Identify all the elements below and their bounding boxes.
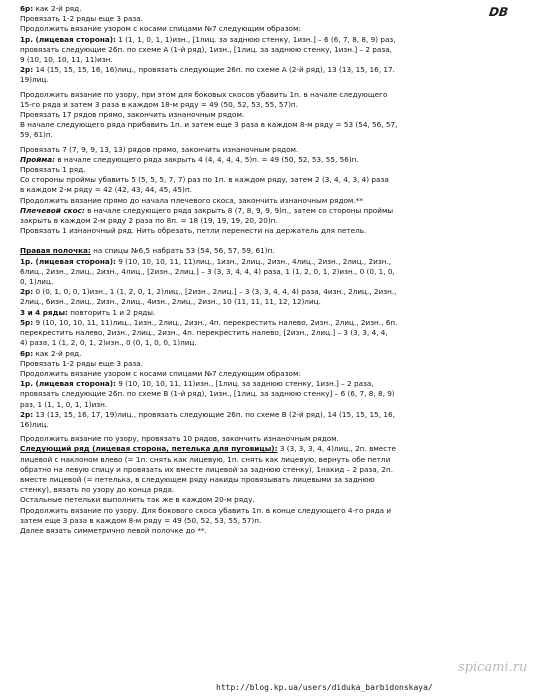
text-line — [20, 35, 520, 45]
text-emphasis: Правая полочка: — [20, 246, 91, 256]
text-line — [20, 196, 520, 206]
text-run: Продолжить вязание узором с косами спицами №7 следующим образом: — [20, 368, 301, 378]
text-emphasis: 5р: — [20, 317, 34, 327]
text-emphasis: 3 и 4 ряды: — [20, 307, 68, 317]
text-run: Остальные петельки выполнить так же в каждом 20-м ряду. — [20, 495, 255, 505]
text-run: Продолжить вязание по узору, при этом для боковых скосов убавить 1п. в начале следующего — [20, 89, 388, 99]
text-line — [20, 226, 520, 236]
text-line — [20, 14, 520, 24]
text-run: 14 (15, 15, 15, 16, 16)лиц., провязать следующие 26п. по схеме А (2-й ряд), 13 (13, 15, 16, 17. — [33, 65, 395, 75]
text-line — [20, 318, 520, 328]
text-line — [20, 287, 520, 297]
text-run: 0, 1)лиц. — [20, 277, 54, 287]
text-line — [20, 130, 520, 140]
text-line — [20, 267, 520, 277]
text-line — [20, 379, 520, 389]
text-run: лицевой с наклоном влево (= 1п. снять как лицевую, 1п. снять как лицевую, вернуть обе петли — [20, 454, 391, 464]
text-emphasis: 1р. (лицевая сторона): — [20, 34, 116, 44]
text-run: 6лиц., 2изн., 2лиц., 2изн., 4лиц., [2изн., 2лиц.] – 3 (3, 3, 4, 4, 4) раза, 1 (1, 2, 0, 1, 2)изн., 0 (0, 1, 0, — [20, 266, 395, 276]
text-run: В начале следующего ряда прибавить 1п. и затем еще 3 раза в каждом 8-м ряду = 53 (54, 56, 57, — [20, 120, 398, 130]
text-line — [20, 45, 520, 55]
text-line — [20, 216, 520, 226]
text-run: Продолжить вязание узором с косами спицами №7 следующим образом: — [20, 24, 301, 34]
text-emphasis: Пройма: — [20, 154, 56, 164]
text-line — [20, 145, 520, 155]
text-line — [20, 506, 520, 516]
text-run: Провязать 1 ряд. — [20, 165, 86, 175]
text-run: в начале следующего ряда закрыть 8 (7, 8, 9, 9, 9)п., затем со стороны проймы — [84, 205, 394, 215]
text-run: 15-го ряда и затем 3 раза в каждом 18-м ряду = 49 (50, 52, 53, 55, 57)п. — [20, 99, 298, 109]
text-emphasis: Плечевой скос: — [20, 205, 85, 215]
text-line — [20, 110, 520, 120]
text-line — [20, 338, 520, 348]
text-run: 9 (10, 10, 10, 11, 11)изн. — [20, 55, 113, 65]
text-line — [20, 516, 520, 526]
text-run: 59, 61)п. — [20, 130, 53, 140]
text-run: провязать следующие 26п. по схеме В (1-й ряд), 1изн., [1лиц. за заднюю стенку] – 6 (6, 7, 8, 8, 9) — [20, 389, 395, 399]
text-emphasis: 6р: — [20, 348, 34, 358]
text-line — [20, 175, 520, 185]
text-run: 13 (13, 15, 16, 17, 19)лиц., провязать следующие 26п. по схеме В (2-й ряд), 14 (15, 15, 15, 16, — [33, 409, 395, 419]
text-line — [20, 55, 520, 65]
text-run: Далее вязать симметрично левой полочке до **. — [20, 525, 207, 535]
text-line — [20, 165, 520, 175]
text-run: затем еще 3 раза в каждом 8-м ряду = 49 (50, 52, 53, 55, 57)п. — [20, 515, 262, 525]
text-line — [20, 100, 520, 110]
text-line — [20, 410, 520, 420]
text-line — [20, 400, 520, 410]
text-run: в каждом 2-м ряду = 42 (42, 43, 44, 45, 45)п. — [20, 185, 192, 195]
pattern-text — [20, 4, 520, 536]
text-line — [20, 24, 520, 34]
text-run: Провязать 7 (7, 9, 9, 13, 13) рядов прямо, закончить изнаночным рядом. — [20, 144, 299, 154]
text-emphasis: 1р. (лицевая сторона): — [20, 379, 116, 389]
text-line — [20, 434, 520, 444]
text-run: Провязать 1-2 ряды еще 3 раза. — [20, 358, 143, 368]
text-line — [20, 120, 520, 130]
text-line — [20, 455, 520, 465]
text-line — [20, 246, 520, 256]
text-run: 19)лиц. — [20, 75, 49, 85]
text-emphasis: Следующий ряд (лицевая сторона, петелька для пуговицы): — [20, 444, 278, 454]
text-run: в начале следующего ряда закрыть 4 (4, 4, 4, 4, 5)п. = 49 (50, 52, 53, 55, 56)п. — [55, 154, 359, 164]
text-line — [20, 465, 520, 475]
text-run: Продолжить вязание по узору. Для бокового скоса убавить 1п. в конце следующего 4-го ряда и — [20, 505, 392, 515]
text-run: Продолжить вязание прямо до начала плечевого скоса, закончить изнаночным рядом.** — [20, 195, 363, 205]
text-run: Провязать 17 рядов прямо, закончить изнаночным рядом. — [20, 110, 245, 120]
text-run: на спицы №6,5 набрать 53 (54, 56, 57, 59, 61)п. — [90, 246, 275, 256]
text-run: провязать следующие 26п. по схеме А (1-й ряд), 1изн., [1лиц. за заднюю стенку, 1изн.] – 2 раза, — [20, 44, 392, 54]
text-run: обратно на левую спицу и провязать их вместе лицевой за заднюю стенку), 1накид – 2 раза, 2п. — [20, 464, 393, 474]
text-line — [20, 349, 520, 359]
text-run: 3 (3, 3, 3, 4, 4)лиц., 2п. вместе — [277, 444, 396, 454]
text-line — [20, 75, 520, 85]
text-line — [20, 526, 520, 536]
site-watermark: spicami.ru — [458, 660, 528, 675]
text-emphasis: 6р: — [20, 4, 34, 13]
text-emphasis: 2р: — [20, 65, 34, 75]
text-line — [20, 328, 520, 338]
text-line — [20, 389, 520, 399]
text-line — [20, 206, 520, 216]
text-line — [20, 308, 520, 318]
text-emphasis: 2р: — [20, 287, 34, 297]
text-run: Продолжить вязание по узору, провязать 10 рядов, закончить изнаночным рядом. — [20, 434, 339, 444]
text-line — [20, 90, 520, 100]
text-line — [20, 65, 520, 75]
text-run: Провязать 1 изнаночный ряд. Нить обрезать, петли перенести на держатель для петель. — [20, 226, 367, 236]
text-line — [20, 185, 520, 195]
text-line — [20, 359, 520, 369]
text-run: 9 (10, 10, 10, 11, 11)лиц., 1изн., 2лиц., 2изн., 4лиц., 2изн., 2лиц., 2изн., — [115, 256, 392, 266]
text-run: стенку), вязать по узору до конца ряда. — [20, 485, 175, 495]
text-run: раз, 1 (1, 1, 0, 1, 1)изн. — [20, 399, 108, 409]
text-line — [20, 369, 520, 379]
text-emphasis: 1р. (лицевая сторона): — [20, 256, 116, 266]
author-logo: DB — [488, 5, 510, 19]
text-run: 9 (10, 10, 10, 11, 11)изн., [1лиц. за заднюю стенку, 1изн.] – 2 раза, — [115, 379, 374, 389]
text-run: 9 (10, 10, 10, 11, 11)лиц., 1изн., 2лиц., 2изн., 4п. перекрестить налево, 2изн., 2лиц., 2изн., 6п. — [33, 317, 398, 327]
text-run: Провязать 1-2 ряды еще 3 раза. — [20, 14, 143, 24]
text-line — [20, 155, 520, 165]
footer-url[interactable]: http://blog.kp.ua/users/diduka_barbidonskaya/ — [216, 683, 433, 692]
text-run: 2лиц., 6изн., 2лиц., 2изн., 2лиц., 4изн., 2лиц., 2изн., 10 (11, 11, 11, 12, 12)лиц. — [20, 297, 321, 307]
section-gap — [20, 236, 520, 246]
text-line — [20, 277, 520, 287]
text-run: 16)лиц. — [20, 419, 49, 429]
text-line — [20, 495, 520, 505]
text-emphasis: 2р: — [20, 409, 34, 419]
text-run: как 2-й ряд. — [33, 348, 82, 358]
text-run: 4) раза, 1 (1, 2, 0, 1, 2)изн., 0 (0, 1, 0, 0, 1)лиц. — [20, 338, 197, 348]
text-line — [20, 444, 520, 454]
text-run: 0 (0, 1, 0, 0, 1)изн., 1 (1, 2, 0, 1, 2)лиц., [2изн., 2лиц.] – 3 (3, 3, 4, 4, 4) раза, 4изн., 2лиц., 2изн., — [33, 287, 397, 297]
text-line — [20, 485, 520, 495]
text-line — [20, 257, 520, 267]
text-line — [20, 475, 520, 485]
text-run: перекрестить налево, 2изн., 2лиц., 2изн., 4п. перекрестить налево, [2изн., 2лиц.] – 3 (3, 3, 4, 4, — [20, 328, 388, 338]
text-line — [20, 420, 520, 430]
text-run: повторить 1 и 2 ряды. — [67, 307, 156, 317]
text-run: 1 (1, 1, 0, 1, 1)изн., [1лиц. за заднюю стенку, 1изн.] – 6 (6, 7, 8, 8, 9) раз, — [115, 34, 396, 44]
text-run: как 2-й ряд. — [33, 4, 82, 13]
text-line — [20, 297, 520, 307]
text-run: вместе лицевой (= петелька, в следующем ряду накиды провязывать лицевыми за заднюю — [20, 474, 375, 484]
text-line — [20, 4, 520, 14]
text-run: закрыть в каждом 2-м ряду 2 раза по 8п. = 18 (19, 19, 19, 20, 20)п. — [20, 216, 278, 226]
text-run: Со стороны проймы убавить 5 (5, 5, 5, 7, 7) раз по 1п. в каждом ряду, затем 2 (3, 4, 4, 3, 4) раза — [20, 175, 389, 185]
